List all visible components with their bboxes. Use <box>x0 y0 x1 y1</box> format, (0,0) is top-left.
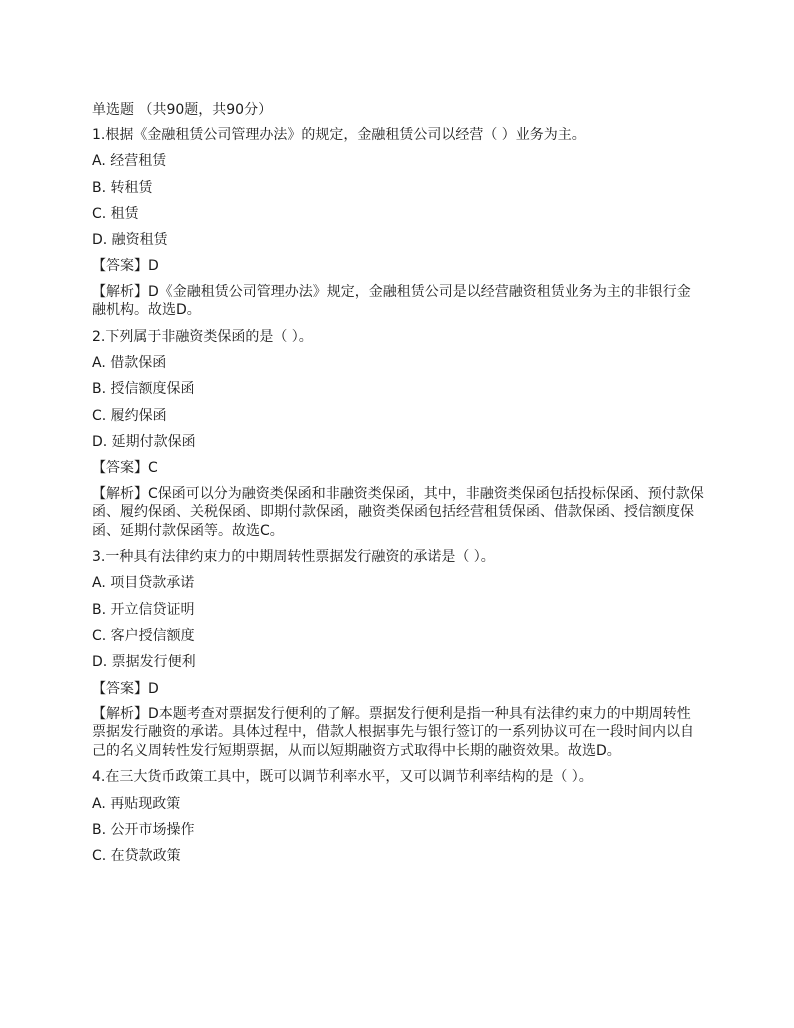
question-4 <box>92 764 704 869</box>
option-a: A. 再贴现政策 <box>92 795 181 812</box>
option-d: D. 延期付款保函 <box>92 433 196 450</box>
option-c: C. 在贷款政策 <box>92 848 181 865</box>
answer: 【答案】C <box>92 460 158 477</box>
option-c: C. 履约保函 <box>92 407 167 424</box>
question-stem: 3.一种具有法律约束力的中期周转性票据发行融资的承诺是（ ）。 <box>92 549 495 566</box>
analysis: 【解析】D《金融租赁公司管理办法》规定，金融租赁公司是以经营融资租赁业务为主的非银行金融机构。故选D。 <box>92 283 691 319</box>
document-page <box>92 98 704 870</box>
analysis: 【解析】C保函可以分为融资类保函和非融资类保函，其中，非融资类保函包括投标保函、预付款保函、履约保函、关税保函、即期付款保函，融资类保函包括经营租赁保函、借款保函、授信额度保函、延期付款保函等。故选C。 <box>92 485 704 539</box>
option-b: B. 开立信贷证明 <box>92 601 195 618</box>
option-d: D. 票据发行便利 <box>92 654 196 671</box>
option-a: A. 项目贷款承诺 <box>92 575 195 592</box>
analysis: 【解析】D本题考查对票据发行便利的了解。票据发行便利是指一种具有法律约束力的中期周转性票据发行融资的承诺。具体过程中，借款人根据事先与银行签订的一系列协议可在一段时间内以自己的名义周转性发行短期票据，从而以短期融资方式取得中长期的融资效果。故选D。 <box>92 705 694 759</box>
option-c: C. 租赁 <box>92 205 139 222</box>
option-b: B. 授信额度保函 <box>92 381 195 398</box>
question-stem: 1.根据《金融租赁公司管理办法》的规定，金融租赁公司以经营（ ）业务为主。 <box>92 127 586 143</box>
question-2 <box>92 324 704 540</box>
option-b: B. 转租赁 <box>92 179 153 196</box>
option-a: A. 经营租赁 <box>92 153 167 170</box>
question-stem: 4.在三大货币政策工具中，既可以调节利率水平，又可以调节利率结构的是（ ）。 <box>92 769 593 786</box>
question-3 <box>92 544 704 760</box>
answer: 【答案】D <box>92 258 159 275</box>
section-title: 单选题 （共90题，共90分） <box>92 102 273 118</box>
question-1 <box>92 122 704 320</box>
question-stem: 2.下列属于非融资类保函的是（ ）。 <box>92 328 313 345</box>
option-b: B. 公开市场操作 <box>92 821 195 838</box>
option-d: D. 融资租赁 <box>92 232 168 249</box>
option-a: A. 借款保函 <box>92 355 167 372</box>
answer: 【答案】D <box>92 680 159 697</box>
option-c: C. 客户授信额度 <box>92 627 195 644</box>
